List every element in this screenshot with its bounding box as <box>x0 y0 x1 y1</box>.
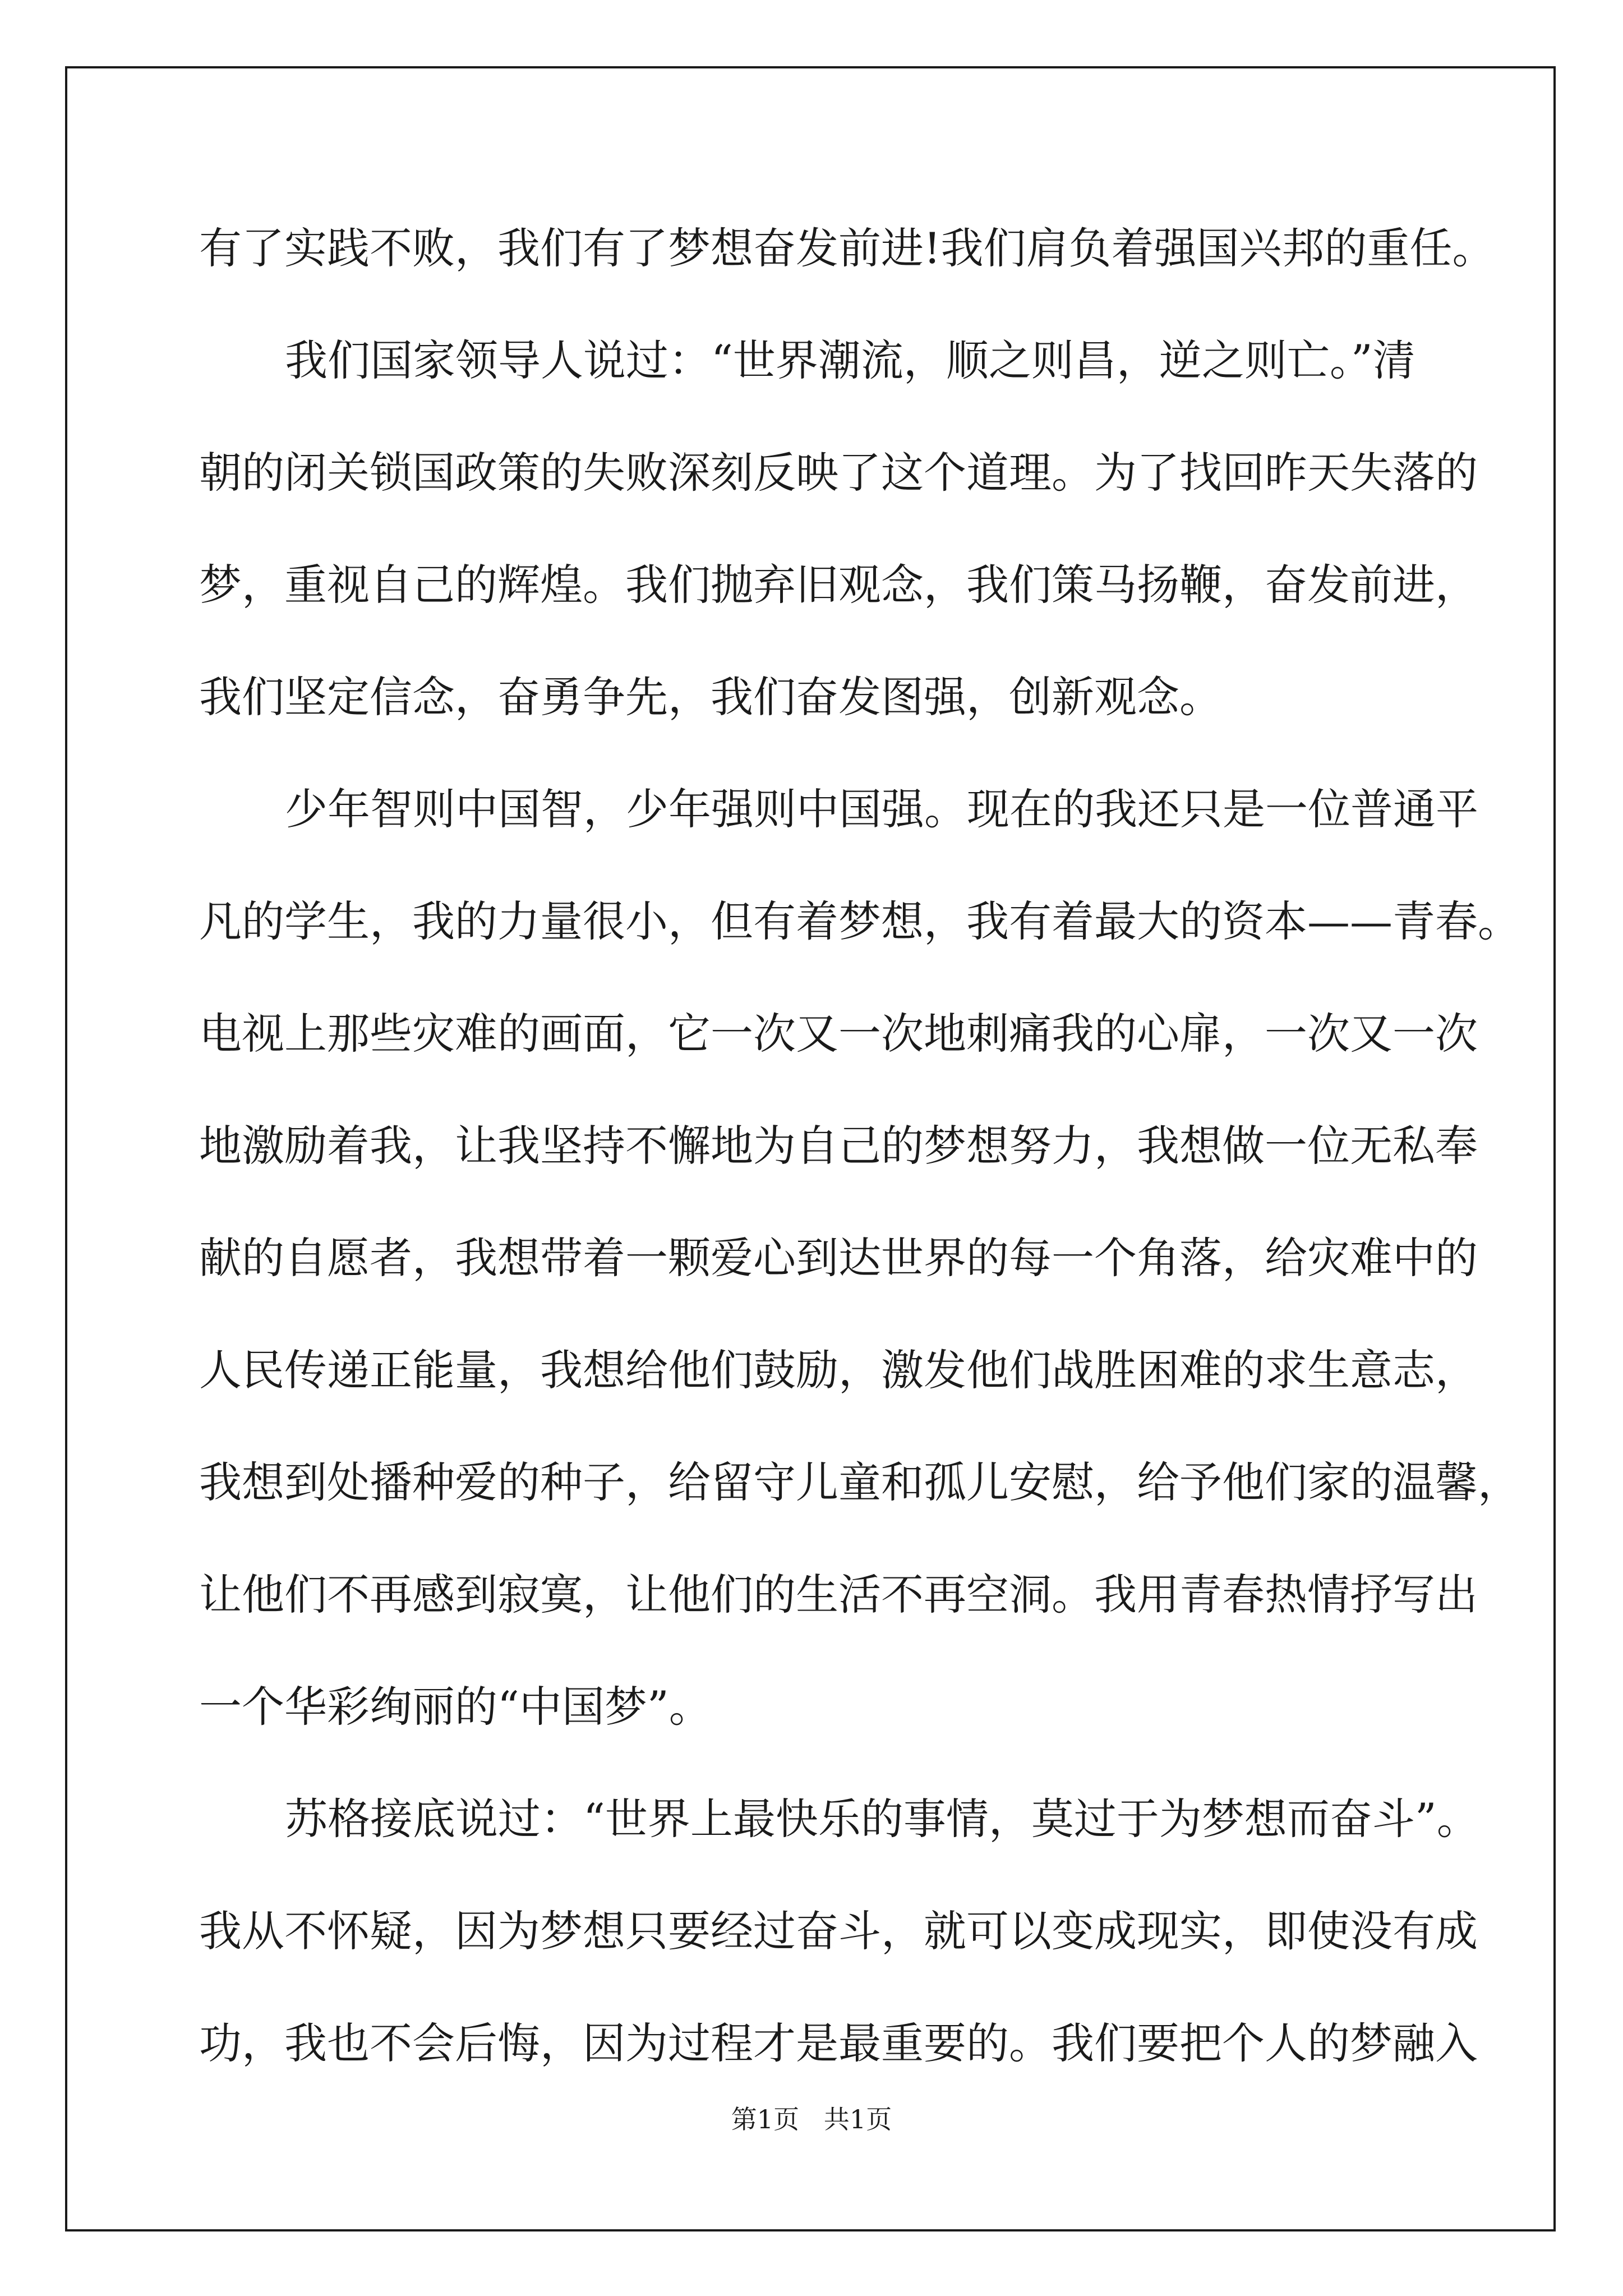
text-line: 我们坚定信念，奋勇争先，我们奋发图强，创新观念。 <box>199 672 1222 722</box>
text-line: 我想到处播种爱的种子，给留守儿童和孤儿安慰，给予他们家的温馨， <box>199 1457 1520 1507</box>
text-line: 我从不怀疑，因为梦想只要经过奋斗，就可以变成现实，即使没有成 <box>199 1906 1478 1956</box>
text-line: 功，我也不会后悔，因为过程才是最重要的。我们要把个人的梦融入 <box>199 2018 1478 2068</box>
text-line: 少年智则中国智，少年强则中国强。现在的我还只是一位普通平 <box>285 784 1478 834</box>
text-line: 一个华彩绚丽的“中国梦”。 <box>199 1682 712 1732</box>
page-footer: 第1页 共1页 <box>731 2104 892 2134</box>
text-line: 献的自愿者，我想带着一颗爱心到达世界的每一个角落，给灾难中的 <box>199 1233 1478 1283</box>
text-line: 让他们不再感到寂寞，让他们的生活不再空洞。我用青春热情抒写出 <box>199 1570 1478 1619</box>
text-line: 凡的学生，我的力量很小，但有着梦想，我有着最大的资本——青春。 <box>199 896 1520 946</box>
text-line: 苏格接底说过：“世界上最快乐的事情，莫过于为梦想而奋斗”。 <box>285 1794 1479 1844</box>
text-line: 电视上那些灾难的画面，它一次又一次地刺痛我的心扉，一次又一次 <box>199 1009 1478 1059</box>
text-line: 地激励着我，让我坚持不懈地为自己的梦想努力，我想做一位无私奉 <box>199 1121 1478 1171</box>
text-line: 有了实践不败，我们有了梦想奋发前进!我们肩负着强国兴邦的重任。 <box>199 223 1495 273</box>
text-line: 人民传递正能量，我想给他们鼓励，激发他们战胜困难的求生意志， <box>199 1345 1478 1395</box>
text-line: 我们国家领导人说过：“世界潮流，顺之则昌，逆之则亡。”清 <box>285 335 1415 385</box>
text-line: 朝的闭关锁国政策的失败深刻反映了这个道理。为了找回昨天失落的 <box>199 448 1478 498</box>
text-line: 梦，重视自己的辉煌。我们抛弃旧观念，我们策马扬鞭，奋发前进， <box>199 560 1478 610</box>
